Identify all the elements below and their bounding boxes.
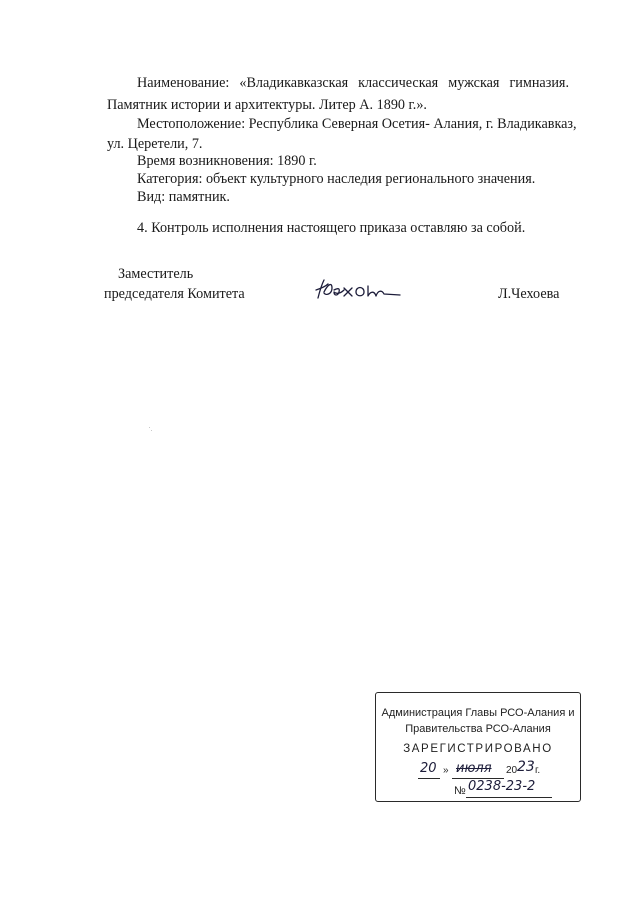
name-paragraph-line1 [107,75,569,92]
stamp-registered-title: ЗАРЕГИСТРИРОВАНО [403,743,553,755]
stamp-day-underline [418,777,440,780]
control-paragraph: 4. Контроль исполнения настоящего приказа оставляю за собой. [137,220,526,236]
stamp-organization-line1: Администрация Главы РСО-Алания и [381,707,575,719]
name-label: Наименование: [137,75,230,91]
stamp-number-label: № [454,785,466,797]
signer-position-line2: председателя Комитета [104,286,245,302]
time-paragraph: Время возникновения: 1890 г. [137,153,317,169]
registration-stamp [375,692,581,802]
stamp-organization-line2: Правительства РСО-Алания [405,723,551,735]
name-paragraph-line2: Памятник истории и архитектуры. Литер А. 1890 г.». [107,97,427,113]
scan-speck [151,430,152,431]
category-paragraph: Категория: объект культурного наследия регионального значения. [137,171,536,187]
stamp-registration-number: 0238-23-2 [468,779,536,794]
stamp-number-underline [466,796,552,799]
stamp-date-year: 23 [517,759,535,775]
stamp-quote-mark: » [443,765,449,776]
handwritten-signature [312,276,402,304]
signer-position-line1: Заместитель [118,266,194,282]
signer-name: Л.Чехоева [498,286,560,302]
stamp-year-suffix: г. [535,765,541,776]
stamp-year-prefix: 20 [506,765,518,776]
location-paragraph-line1: Местоположение: Республика Северная Осетия- Алания, г. Владикавказ, [137,116,577,132]
stamp-date-month: июля [456,761,492,776]
stamp-date-day: 20 [420,761,437,776]
location-paragraph-line2: ул. Церетели, 7. [107,136,203,152]
name-value-start: «Владикавказская классическая мужская гимназия. [239,75,569,91]
kind-paragraph: Вид: памятник. [137,189,230,205]
scan-speck [149,427,150,428]
